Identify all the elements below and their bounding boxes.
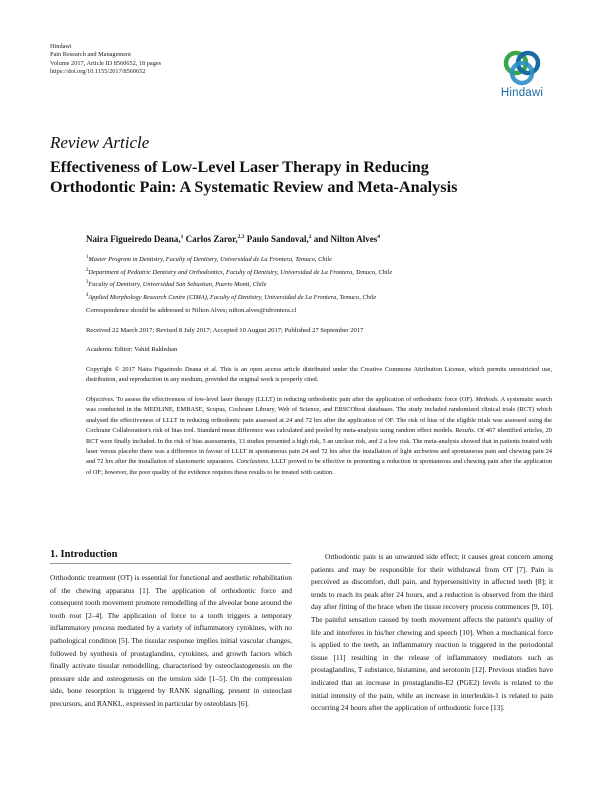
journal-info xyxy=(50,43,161,77)
author-name: Paulo Sandoval, xyxy=(246,234,309,244)
volume-line: Volume 2017, Article ID 8560652, 18 pages xyxy=(50,59,162,67)
abstract-label-results: Results. xyxy=(455,427,476,435)
author-affil-sup: 1 xyxy=(180,234,184,240)
hindawi-logo xyxy=(493,50,551,106)
author-name: Naira Figueiredo Deana, xyxy=(86,234,181,244)
section-heading-introduction: 1. Introduction xyxy=(50,549,118,560)
affiliation-item xyxy=(86,253,392,266)
affiliation-num: 3 xyxy=(86,280,89,286)
article-title xyxy=(50,157,550,197)
affiliation-text: Master Program in Dentistry, Faculty of Dentistry, Universidad de La Frontera, Temuco, Chile xyxy=(88,256,332,264)
abstract-methods: A systematic search was conducted in the MEDLINE, EMBASE, Scopus, Cochrane Library, Web of Science, and EBSCOhost databases. The study included randomized clinical trials (RCT) which analysed the effectiveness of LLLT in reducing orthodontic pain assessed at 24 and 72 hrs after the application of OF. The risk of bias of the eligible trials was assessed using the Cochrane Collaboration's risk of bias tool. Standard mean difference was calculated and pooled by meta-analysis using random effect models. xyxy=(86,396,552,435)
article-type: Review Article xyxy=(50,133,150,152)
author-affil-sup: 2,3 xyxy=(237,234,245,240)
author-list xyxy=(86,234,380,244)
abstract-conclusions: LLLT proved to be effective in promoting a reduction in spontaneous and chewing pain after the application of OF; however, the poor quality of the evidence requires these results to be treated with caution. xyxy=(86,458,552,476)
academic-editor: Academic Editor: Vahid Rakhshan xyxy=(86,346,178,353)
abstract-objectives: To assess the effectiveness of low-level laser therapy (LLLT) in reducing orthodontic pain after the application of orthodontic force (OF). xyxy=(116,396,474,403)
affiliation-text: Department of Pediatric Dentistry and Orthodontics, Faculty of Dentistry, Universidad de La Frontera, Temuco, Chile xyxy=(88,268,393,276)
affiliation-item xyxy=(86,291,392,304)
title-line-1: Effectiveness of Low-Level Laser Therapy in Reducing xyxy=(50,158,429,176)
affiliation-item xyxy=(86,278,392,291)
doi-link[interactable]: https://doi.org/10.1155/2017/8560652 xyxy=(50,68,146,76)
affiliation-num: 4 xyxy=(86,292,89,298)
affiliations xyxy=(86,253,392,303)
author-affil-sup: 4 xyxy=(377,234,381,240)
journal-name: Pain Research and Management xyxy=(50,51,131,59)
affiliation-text: Applied Morphology Research Centre (CIMA), Faculty of Dentistry, Universidad de La Frontera, Temuco, Chile xyxy=(88,293,377,301)
affiliation-item xyxy=(86,266,392,279)
hindawi-logo-icon xyxy=(503,50,541,86)
copyright-notice: Copyright © 2017 Naira Figueiredo Deana et al. This is an open access article distributed under the Creative Commons Attribution License, which permits unrestricted use, distribution, and reproduction in any medium, provided the original work is properly cited. xyxy=(86,366,552,384)
affiliation-text: Faculty of Dentistry, Universidad San Sebastian, Puerto Montt, Chile xyxy=(88,281,267,289)
abstract-results: Of 467 identified articles, 20 RCT were finally included. In the risk of bias assessments, 13 studies presented a high risk, 5 an unclear risk, and 2 a low risk. The meta-analysis showed that in patients treated with laser versus placebo there was a difference in favour of LLLT in spontaneous pain 24 and 72 hrs after the installation of light archwires and spontaneous pain and chewing pain 24 and 72 hrs after the installation of elastomeric separators. xyxy=(86,427,552,466)
title-line-2: Orthodontic Pain: A Systematic Review and Meta-Analysis xyxy=(50,178,458,196)
article-dates: Received 22 March 2017; Revised 8 July 2017; Accepted 10 August 2017; Published 27 September 2017 xyxy=(86,327,364,334)
body-column-left: Orthodontic treatment (OT) is essential for functional and aesthetic rehabilitation of the chewing apparatus [1]. The application of orthodontic force and consequent tooth movement promote remodelling of the alveolar bone around the tooth root [2–4]. The application of force to a tooth triggers a temporary inflammatory process mediated by a variety of inflammatory cytokines, with no pathological condition [5]. The tissular response implies initial vascular changes, followed by synthesis of prostaglandins, cytokines, and growth factors which finally activate tissular remodelling, characterised by osteoclastogenesis on the pressure side and osteogenesis on the tension side [1–5]. On the compression side, bone resorption is triggered by RANK signalling, present in osteoclast precursors, and RANKL, expressed in particular by osteoblasts [6]. xyxy=(50,573,292,708)
logo-wordmark: Hindawi xyxy=(500,87,544,99)
abstract-label-objectives: Objectives. xyxy=(86,396,115,403)
correspondence: Correspondence should be addressed to Nilton Alves; nilton.alves@ufrontera.cl xyxy=(86,307,297,314)
abstract xyxy=(86,395,552,478)
publisher-name: Hindawi xyxy=(50,43,72,50)
abstract-label-conclusions: Conclusions. xyxy=(236,458,270,466)
section-divider xyxy=(50,563,291,564)
author-name: Carlos Zaror, xyxy=(185,234,238,244)
author-name: and Nilton Alves xyxy=(313,234,378,244)
author-affil-sup: 2 xyxy=(308,234,312,240)
affiliation-num: 1 xyxy=(86,255,89,260)
body-column-right: Orthodontic pain is an unwanted side effect; it causes great concern among patients and may be responsible for their withdrawal from OT [7]. Pain is perceived as discomfort, dull pain, and hypersensitivity in affected teeth [8]; it tends to reach its peak after 24 hours, and a reduction is observed from the third day after fitting of the brace when the tissue recovery process commences [9, 10]. The painful sensation caused by tooth movement affects the patient's quality of life and interferes in his/her chewing and speech [10]. When a mechanical force is applied to the teeth, an inflammatory reaction is triggered in the periodontal tissue [11] resulting in the release of inflammatory mediators such as prostaglandins, T substance, histamine, and serotonin [12]. Previous studies have indicated that an increase in prostaglandin-E2 (PGE2) levels is related to the initial intensity of the pain, while an increase in interleukin-1 is related to pain occurring 24 hours after the application of orthodontic force [13]. xyxy=(311,552,553,713)
affiliation-num: 2 xyxy=(86,267,89,273)
abstract-label-methods: Methods. xyxy=(475,396,500,403)
